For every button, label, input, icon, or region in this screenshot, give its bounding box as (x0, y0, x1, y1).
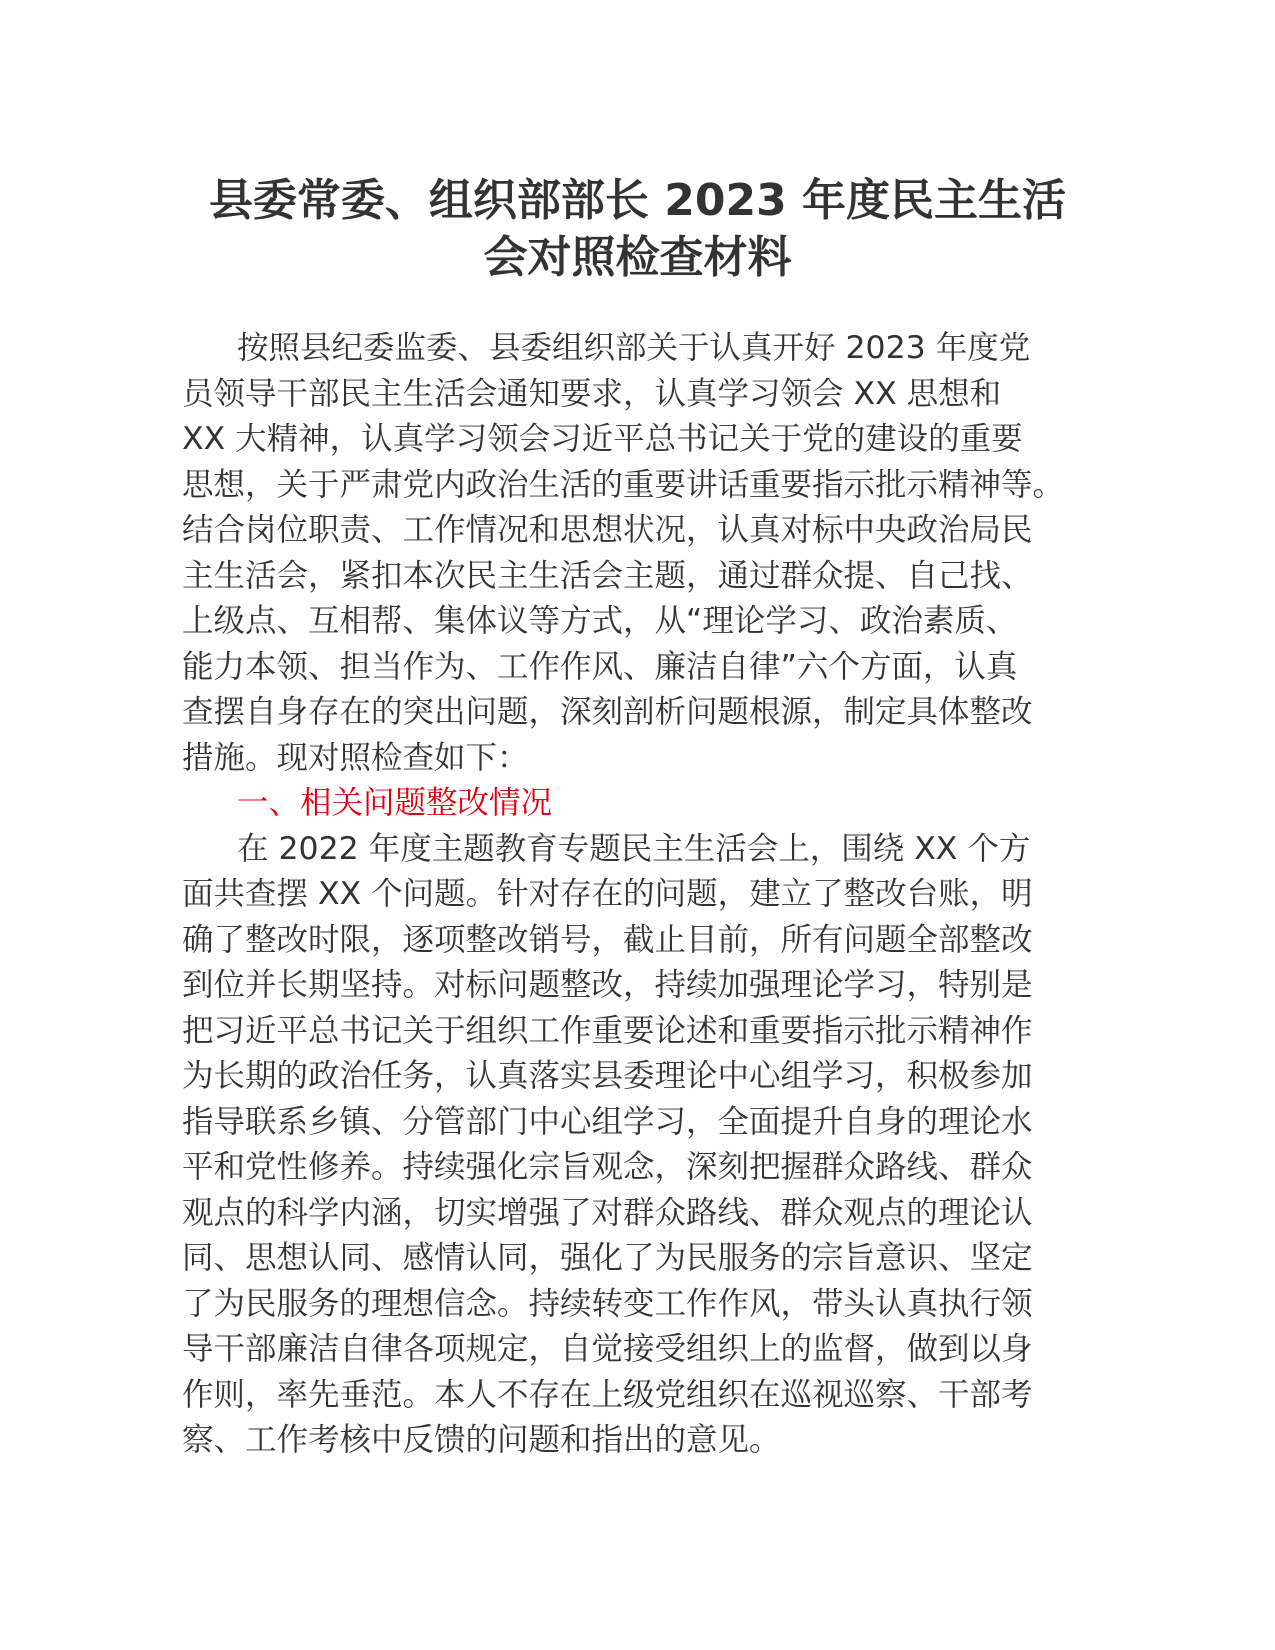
document-title (150, 172, 1125, 286)
paragraph-line: 主生活会，紧扣本次民主生活会主题，通过群众提、自己找、 (182, 557, 1033, 594)
paragraph-line: 同、思想认同、感情认同，强化了为民服务的宗旨意识、坚定 (182, 1240, 1033, 1276)
paragraph-line: 察、工作考核中反馈的问题和指出的意见。 (182, 1422, 781, 1458)
title-line-1: 县委常委、组织部部长 2023 年度民主生活 (208, 175, 1067, 226)
title-line-2: 会对照检查材料 (483, 232, 792, 283)
paragraph-line: 作则，率先垂范。本人不存在上级党组织在巡视巡察、干部考 (182, 1376, 1033, 1413)
paragraph-line: 导干部廉洁自律各项规定，自觉接受组织上的监督，做到以身 (182, 1331, 1033, 1367)
paragraph-line: 指导联系乡镇、分管部门中心组学习，全面提升自身的理论水 (182, 1103, 1033, 1140)
paragraph-line: 能力本领、担当作为、工作作风、廉洁自律”六个方面，认真 (182, 648, 1018, 685)
section1-paragraph (182, 827, 1082, 1464)
paragraph-line: 按照县纪委监委、县委组织部关于认真开好 2023 年度党 (237, 330, 1031, 366)
paragraph-line: 员领导干部民主生活会通知要求，认真学习领会 XX 思想和 (182, 375, 1002, 412)
paragraph-line: 查摆自身存在的突出问题，深刻剖析问题根源，制定具体整改 (182, 694, 1033, 730)
section-heading: 一、相关问题整改情况 (237, 785, 553, 821)
paragraph-line: 面共查摆 XX 个问题。针对存在的问题，建立了整改台账，明 (182, 876, 1033, 912)
paragraph-line: 观点的科学内涵，切实增强了对群众路线、群众观点的理论认 (182, 1194, 1033, 1231)
paragraph-line: 结合岗位职责、工作情况和思想状况，认真对标中央政治局民 (182, 512, 1033, 548)
paragraph-line: 确了整改时限，逐项整改销号，截止目前，所有问题全部整改 (182, 921, 1033, 958)
paragraph-line: 措施。现对照检查如下： (182, 739, 529, 776)
paragraph-line: 思想，关于严肃党内政治生活的重要讲话重要指示批示精神等。 (182, 466, 1065, 503)
paragraph-line: 把习近平总书记关于组织工作重要论述和重要指示批示精神作 (182, 1012, 1033, 1049)
intro-paragraph (182, 326, 1082, 781)
paragraph-line: 在 2022 年度主题教育专题民主生活会上，围绕 XX 个方 (237, 830, 1031, 867)
paragraph-line: XX 大精神，认真学习领会习近平总书记关于党的建设的重要 (182, 421, 1023, 457)
paragraph-line: 了为民服务的理想信念。持续转变工作作风，带头认真执行领 (182, 1285, 1033, 1322)
paragraph-line: 平和党性修养。持续强化宗旨观念，深刻把握群众路线、群众 (182, 1149, 1033, 1185)
paragraph-line: 上级点、互相帮、集体议等方式，从“理论学习、政治素质、 (182, 603, 1018, 639)
paragraph-line: 到位并长期坚持。对标问题整改，持续加强理论学习，特别是 (182, 967, 1033, 1003)
paragraph-line: 为长期的政治任务，认真落实县委理论中心组学习，积极参加 (182, 1058, 1033, 1094)
document-body (182, 326, 1082, 1464)
